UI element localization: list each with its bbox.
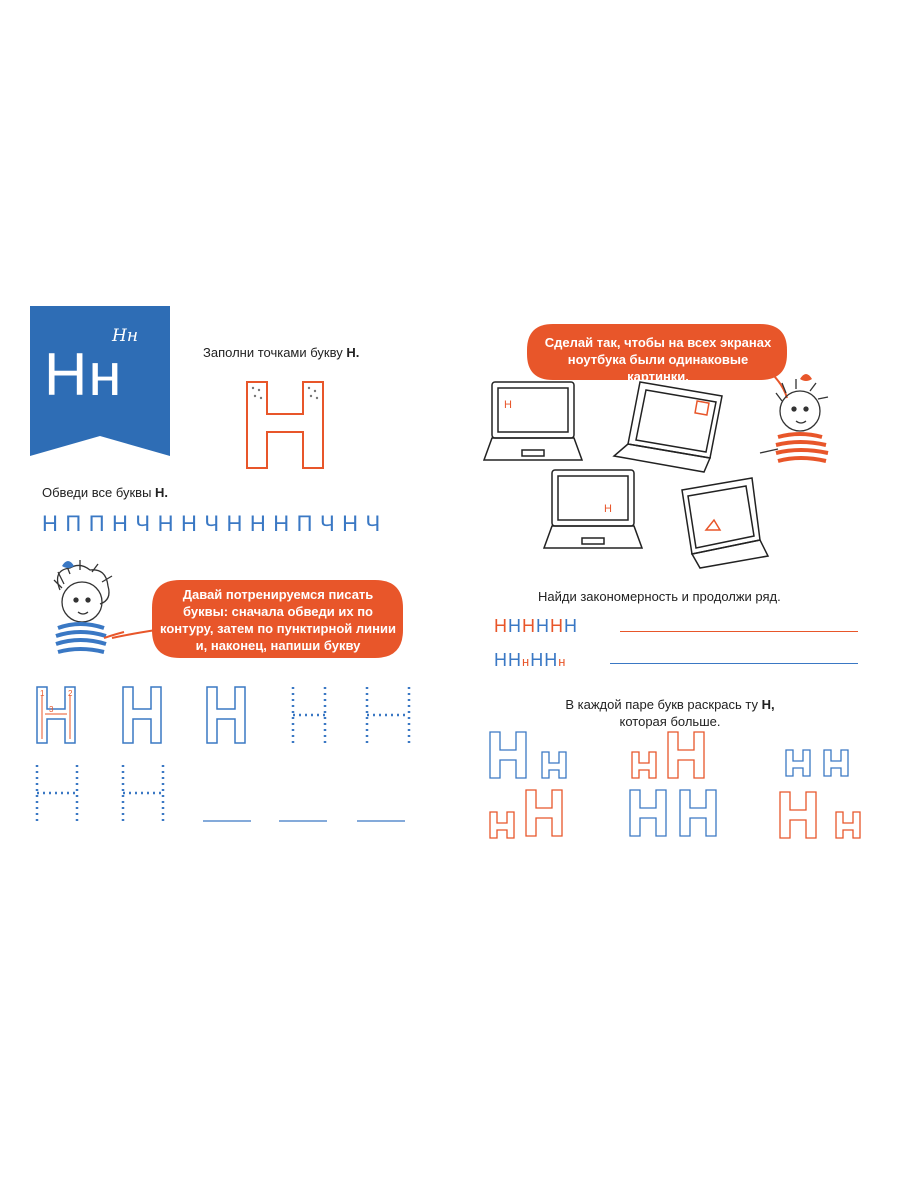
pattern-row-1	[494, 616, 578, 637]
pattern-letter: Н	[544, 650, 559, 670]
pattern-letter: Н	[494, 616, 508, 636]
pair-2-small	[632, 752, 656, 778]
pattern-letter: Н	[508, 616, 522, 636]
pattern-row-2	[494, 650, 566, 671]
pair-4-small	[490, 812, 514, 838]
practice-letter-outline	[123, 687, 161, 743]
outlined-letter-h-fill[interactable]	[245, 380, 325, 470]
pair-2-big	[668, 732, 704, 778]
handwriting-practice[interactable]	[35, 685, 415, 835]
banner-capital-letters: Нн	[44, 341, 123, 408]
laptop-3-screen-letter: Н	[604, 503, 612, 515]
pattern-letter: н	[522, 654, 531, 669]
pair-1-big	[490, 732, 526, 778]
practice-letter-dotted	[123, 765, 163, 821]
task-circle-instruction: Обведи все буквы Н.	[42, 485, 169, 500]
pair-3-small	[786, 750, 810, 776]
laptop-3	[544, 470, 642, 548]
pair-1-small	[542, 752, 566, 778]
letter-pairs[interactable]	[488, 732, 868, 842]
pattern-answer-line-1[interactable]	[620, 631, 858, 632]
pattern-task-instruction: Найди закономерность и продолжи ряд.	[538, 589, 781, 604]
pairs-task-instruction: В каждой паре букв раскрась ту Н, которая больше.	[565, 697, 775, 729]
pair-6-small	[836, 812, 860, 838]
pair-4-big	[526, 790, 562, 836]
pattern-answer-line-2[interactable]	[610, 663, 858, 664]
girl-illustration	[40, 560, 130, 660]
pattern-letter: Н	[564, 616, 578, 636]
stroke-number-2: 2	[68, 689, 73, 698]
laptop-1-screen-letter: Н	[504, 399, 512, 411]
speech-bubble-left-text: Давай потренируемся писать буквы: сначала обведи их по контуру, затем по пунктирной линии и, наконец, напиши букву самостоятельно!	[160, 587, 396, 670]
practice-letter-dotted	[367, 687, 409, 743]
speech-bubble-right-text: Сделай так, чтобы на всех экранах ноутбука были одинаковые картинки.	[544, 335, 772, 384]
pair-5-big-2	[680, 790, 716, 836]
laptops-group	[488, 378, 758, 570]
practice-letter-dotted	[293, 687, 325, 743]
task-dots-instruction: Заполни точками букву Н.	[203, 345, 360, 360]
laptop-4	[682, 478, 768, 568]
pair-3-small-2	[824, 750, 848, 776]
stroke-number-1: 1	[40, 689, 45, 698]
pair-6-big	[780, 792, 816, 838]
pattern-letter: Н	[508, 650, 522, 670]
practice-letter-dotted	[37, 765, 77, 821]
pattern-letter: Н	[550, 616, 564, 636]
letters-to-circle-row[interactable]: НППНЧННЧНННПЧНЧ	[42, 511, 388, 536]
girl-pointing-illustration	[760, 375, 850, 475]
pair-5-big	[630, 790, 666, 836]
pattern-letter: Н	[530, 650, 545, 670]
banner-script-letters: Нн	[112, 326, 139, 346]
pattern-letter: Н	[536, 616, 550, 636]
laptop-2	[614, 382, 722, 472]
stroke-number-3: 3	[49, 705, 54, 714]
laptop-1	[484, 382, 582, 460]
pattern-letter: Н	[494, 650, 508, 670]
practice-letter-outline	[207, 687, 245, 743]
pattern-letter: Н	[522, 616, 536, 636]
pattern-letter: н	[558, 654, 567, 669]
